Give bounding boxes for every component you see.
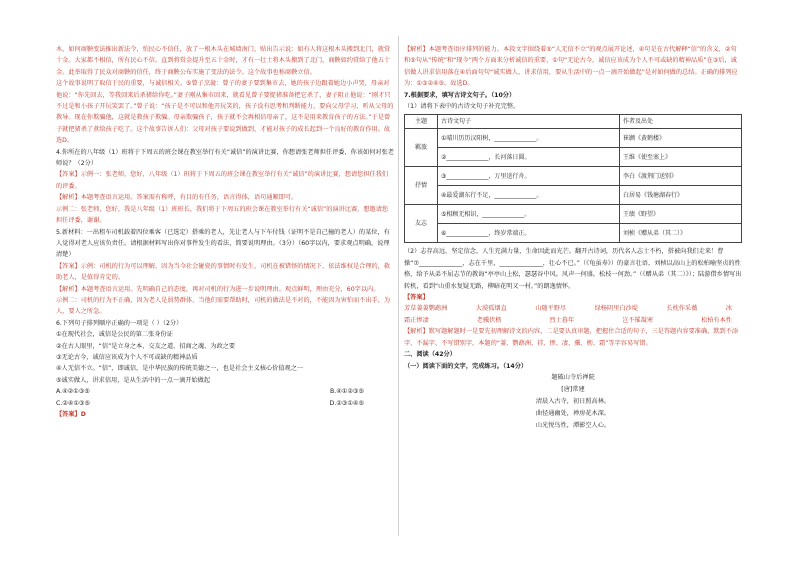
q6-item: ②在古人眼里，“信”是立身之本、交友之道、招商之魂、为政之要: [56, 342, 236, 350]
analysis-6: 【解析】本题考查语序排列的能力。本段文字围绕着⑤“人无信不立”的观点展开论述，④句是在古代解释“信”的含义，②句和⑤句从“传统”和“现今”两个方面来分析诚信的重要，①句“无论古今，诚信应该成为个人不可或缺的精神品质”在③后，诚信做人讲求信用落在④后面句句“诚实做人，讲求信用，要从生活中的一点一滴开始做起”是对如何做的总结。正确的排列应为：①③②④⑤。故选D。: [404, 46, 738, 88]
question-7: 7.根据要求，填写古诗文句子。（10分）: [404, 91, 516, 99]
source-cell: 李白《渡荆门送别》: [620, 167, 742, 186]
example-4: 示例二：张老师，您好，我是八年级（1）班班长，我们将于下周五的班会课在教室举行有关“诚信”的演讲比赛，想邀请您担任评委，谢谢。: [56, 205, 389, 225]
poem-line: 曲径通幽处，禅房花木深。: [535, 409, 611, 417]
answer-word: 烈士暮年: [549, 316, 575, 324]
poem-author: [唐]常建: [561, 385, 585, 393]
answer-4: 【答案】示例一：张老师，您好，八年级（1）班将于下周五的班会课在教室举行有关“诚信”的演讲比赛，想请您担任我们的评委。: [56, 171, 389, 190]
section-2-title: 二、阅读（42分）: [404, 351, 456, 359]
answer-word: 冰: [725, 305, 732, 313]
option-c: C.②④①③⑤: [56, 399, 91, 407]
answer-word: 芳草萋萋鹦鹉洲: [404, 305, 448, 313]
header-line: 古诗文句子: [438, 115, 620, 129]
question-5: 5.新材料：一出租车司机载着四位乘客（已选定）搭乘的老人，先让老人与下车付钱（证明不是自己撞的老人）的某位，有人觉得对老人应该负责任。请根据材料写出你对事件发生的看法，简要说明理由。（3分）（60字以内，要求观点明确，说理清楚）: [56, 228, 390, 259]
poem-line: 山光悦鸟性，潭影空人心。: [535, 421, 611, 429]
option-b: B.④①②③⑤: [330, 388, 364, 396]
analysis-7: 【解析】默写题解题时一是要先初理解诗文的内容，二是要认真审题，把握住合适的句子，三是答题内容要准确，默到不添字、不漏字、不写错别字，本题的“萋、鹦鹉洲、挂、惨、凄、骥、枥、霜”等字容易写错。: [404, 328, 739, 347]
answer-6: 【答案】D: [56, 411, 86, 418]
poem-title: 题破山寺后禅院: [551, 373, 595, 381]
source-cell: 刘桢《赠从弟（其二）》: [620, 224, 742, 243]
answer-word: 山随平野尽: [535, 305, 567, 313]
line-cell[interactable]: ⑤相顾无相识，______________。: [438, 205, 620, 224]
table-row: [405, 224, 742, 243]
table-row: [405, 205, 742, 224]
source-cell: 王绩《野望》: [620, 205, 742, 224]
table-row: [405, 129, 742, 148]
option-d: D.②③①④⑤: [329, 399, 364, 407]
question-7-2: （2）志存高远，坚定信念，人生充满力量，生命因此而光芒。翻开古诗词，历代名人志士不朽，搭被向我们走来！曹操“⑦______________，志在千里，______________，壮心不已。”（《龟虽寿》）的豪言壮语，刘桢以高山上的松柏喻坚贞的性格，给予从弟不屈志节的教诲“亭亭山上松，瑟瑟谷中风。风声一何盛，松枝一何劲。”（《赠从弟（其二）》）；陆游借乡情写出转机，看到“山重水复疑无路，柳暗花明又一村。”的朗逸情怀。: [404, 248, 742, 290]
answer-5: 【答案】示例：司机的行为可以理解，因为当今社会碰瓷的事情时有发生，司机在被错怪的情况下，依法维权是合理的，救助老人，是值得肯定的。: [56, 262, 391, 282]
example-5: 示例二：司机的行为不正确，因为老人是弱势群体，当他们需要帮助时，司机的做法是不对的，不能因为害怕而不出手，为人，要人之所急。: [56, 296, 391, 316]
line-cell[interactable]: ②______________，长河落日圆。: [438, 148, 620, 167]
answer-7-words: [404, 303, 742, 314]
column-divider: [398, 36, 399, 536]
left-column: [56, 44, 394, 420]
theme-cell: 抒情: [405, 167, 438, 205]
line-cell[interactable]: ④最爱湖东行不足，______________。: [438, 186, 620, 205]
q6-item: ④人无信不立。“信”，即诚信，是中华民族的传统美德之一，也是社会主义核心价值观之一: [56, 365, 304, 373]
question-7-1: （1）请将下表中的古诗文句子补充完整。: [404, 103, 520, 111]
analysis-paragraph: 这个故事说明了取信于民的重要，与诚信相关。⑤曾子烹彘：曾子的妻子要到集市去，她的孩子边跟着她边小声哭，母亲对他说：“你先回去，等我回来后杀猪给你吃。”妻子刚从集市回来，就看见曾子要捉猪准备把它杀了，妻子阻止他说：“刚才只不过是和小孩子开玩笑罢了。”曾子说：“孩子是不可以和他开玩笑的，孩子没有思考和判断能力，要向父母学习，听从父母的教导。现在你欺骗他，这就是教孩子欺骗。母亲欺骗孩子，孩子就不会再相信母亲了，这不是用来教育孩子的方法。”于是曾子就把猪杀了煮给孩子吃了。这个故事告诉人们：父母对孩子要说到做到，才能对孩子的成长起到一个良好的教育作用。故选D。: [56, 80, 394, 145]
source-cell: 王维《使至塞上》: [620, 148, 742, 167]
q6-item: ①在现代社会，诚信是公民的第二张身份证: [56, 331, 173, 339]
q6-item: ③无论古今，诚信应该成为个人不可或缺的精神品质: [56, 353, 198, 361]
line-cell[interactable]: ③______________，万里送行舟。: [438, 167, 620, 186]
header-theme: 主题: [405, 115, 438, 129]
answer-word: 大漠孤烟直: [475, 305, 507, 313]
question-6: 6.下列句子排列顺序正确的一项是（ ）（2分）: [56, 319, 183, 327]
poem-line: 清晨入古寺，初日照高林。: [535, 397, 611, 405]
answer-word: 岂不罹凝寒: [622, 316, 654, 324]
table-header-row: [405, 115, 742, 129]
option-a: A.④②①③⑤: [56, 388, 90, 396]
question-4: 4.你所在的八年级（1）班将于下周五的班会课在教室举行有关“诚信”的演讲比赛，你想请张老师担任评委，你该如何对张老师说？（2分）: [56, 148, 394, 168]
right-column: [404, 44, 742, 432]
section-2-q1: （一）阅读下面的文字，完成练习。（14分）: [404, 362, 528, 370]
source-cell: 崔颢《黄鹤楼》: [620, 129, 742, 148]
table-row: [405, 186, 742, 205]
poetry-table: [404, 114, 742, 243]
line-cell[interactable]: ⑥______________，终岁常端正。: [438, 224, 620, 243]
analysis-5: 【解析】本题考查语言运用。先明确自己的态度，再对司机的行为进一步说明理由。观点鲜明，理由充分，60字以内。: [56, 285, 380, 293]
answer-word: 长枕作采薇: [666, 305, 698, 313]
line-cell[interactable]: ①晴川历历汉阳树，______________。: [438, 129, 620, 148]
answer-7-words: [404, 315, 742, 326]
answer-7-label: [404, 292, 742, 303]
poem-block: [404, 372, 742, 432]
answer-word: 老骥伏枥: [476, 316, 502, 324]
q6-item: ⑤诚实做人，讲求信用，是从生活中的一点一滴开始做起: [56, 376, 211, 384]
header-source: 作者及出处: [620, 115, 742, 129]
analysis-paragraph: 木，如何商鞅变法推出新法令，怕民心不信任，放了一根木头在城墙南门，贴出告示说：如有人将这根木头搬到北门，就赏十金。大家都不相信，所有民心不信。直到将赏金提升至五十金时，才有一壮士将木头搬到了北门，商鞅如约赏给了他五十金。此举取得了民众对商鞅的信任，终于商鞅公布实施了变法的法令。这个故事也称商鞅立信。: [56, 46, 391, 76]
answer-word: 松柏有本性: [701, 316, 732, 324]
theme-cell: 友志: [405, 205, 438, 243]
answer-word: 霜正惨凄: [404, 316, 429, 324]
theme-cell: 羁旅: [405, 129, 438, 167]
answer-word: 绿杨阴里白沙堤: [594, 305, 638, 313]
table-row: [405, 167, 742, 186]
q6-options: [56, 386, 394, 397]
answer-7-tag: 【答案】: [404, 294, 429, 302]
analysis-4: 【解析】本题考查语言运用。答案需有称呼，有目的有任务，语言得体，语句通顺即可。: [56, 194, 298, 202]
source-cell: 白居易《钱塘湖春行》: [620, 186, 742, 205]
table-row: [405, 148, 742, 167]
q6-options: [56, 398, 394, 409]
